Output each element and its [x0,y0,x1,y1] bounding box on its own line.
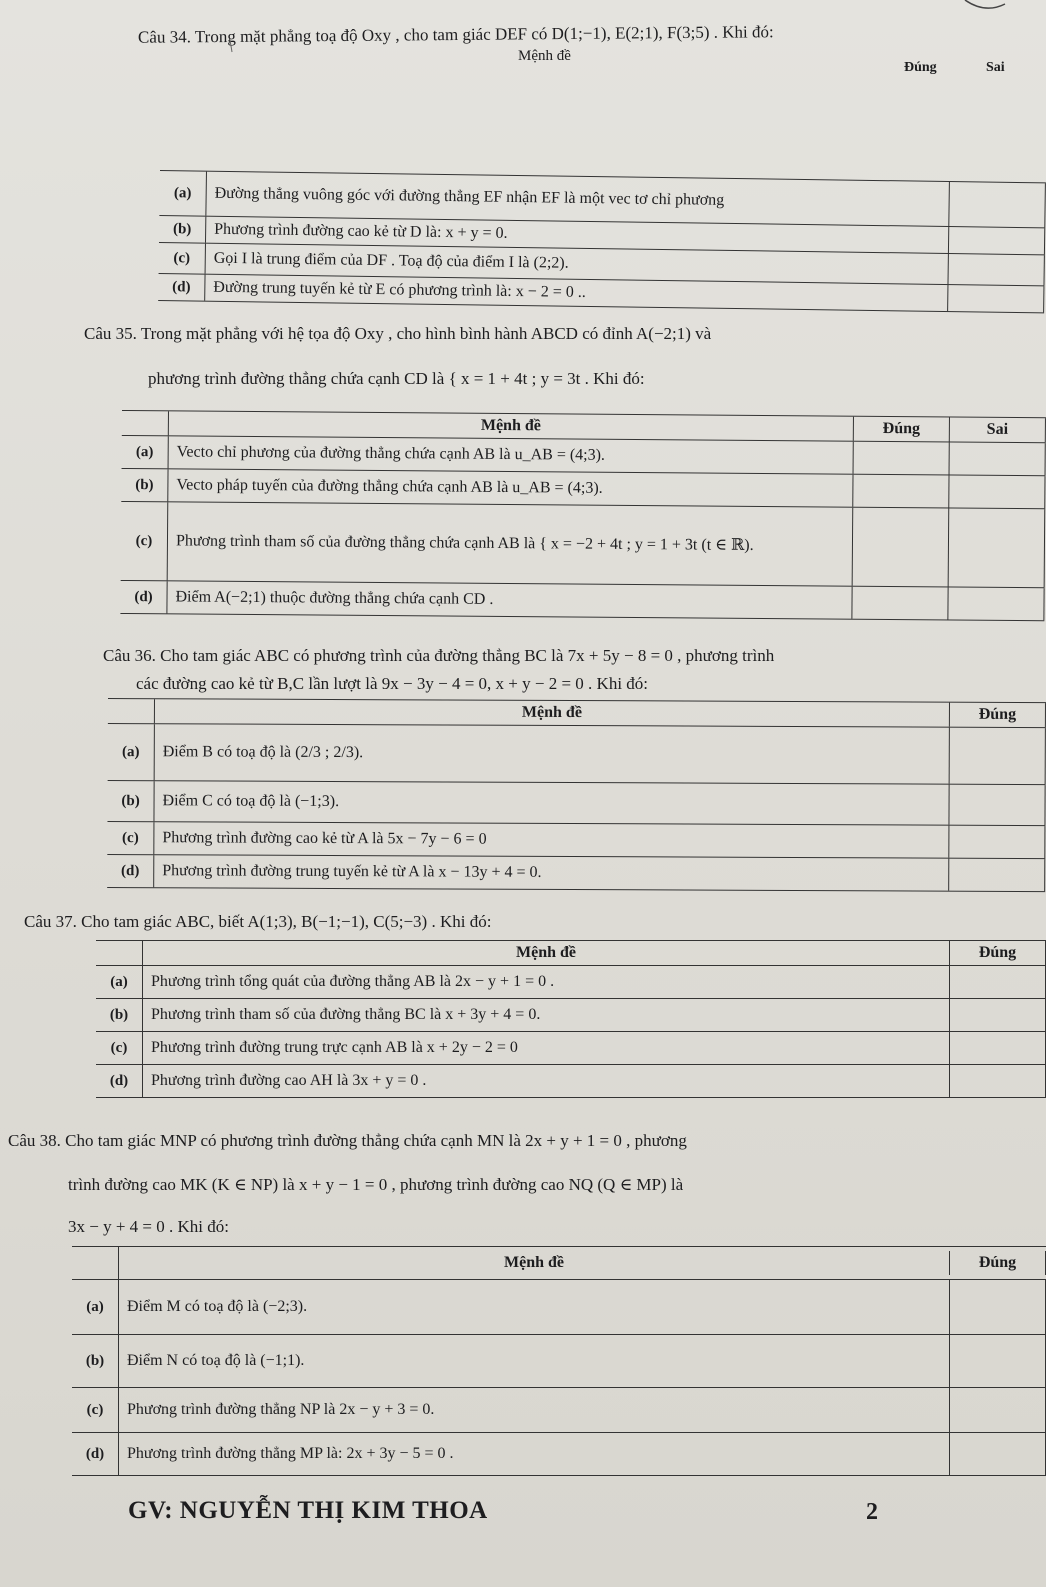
q34-row-c-label: (c) [159,243,206,274]
q36-row-c-text: Phương trình đường cao kẻ từ A là 5x − 7y − 6 = 0 [154,822,949,857]
q35-row-b-false-cell[interactable] [949,476,1045,509]
q35-row-c-false-cell[interactable] [949,509,1046,588]
q35-row-b-text: Vecto pháp tuyến của đường thẳng chứa cạnh AB là u_AB = (4;3). [168,469,853,506]
q34-col-statement: Mệnh đề [518,48,571,64]
q34-table [158,170,1046,313]
q37-header-row [96,941,1046,966]
q34-row-c-text: Gọi I là trung điểm của DF . Toạ độ của điểm I là (2;2). [206,244,949,284]
q36-row-b [107,781,1045,826]
q38-row-a [72,1280,1046,1335]
q37-row-d-label: (d) [96,1065,143,1097]
q35-row-d-false-cell[interactable] [948,587,1044,620]
q35-row-a-true-cell[interactable] [854,442,950,475]
q34-col-true: Đúng [904,60,937,75]
q37-row-c-text: Phương trình đường trung trực cạnh AB là x + 2y − 2 = 0 [143,1032,950,1064]
q38-row-c-text: Phương trình đường thẳng NP là 2x − y + 3 = 0. [119,1388,950,1432]
q36-row-d-true-cell[interactable] [949,859,1045,891]
q38-row-a-true-cell[interactable] [950,1280,1046,1334]
q36-heading: Câu 36. Cho tam giác ABC có phương trình của đường thẳng BC là 7x + 5y − 8 = 0 , phương trình [103,646,775,665]
q35-row-d-true-cell[interactable] [852,587,948,620]
q34-row-a-true-cell[interactable] [949,182,1046,227]
q37-row-c-label: (c) [96,1032,143,1064]
q36-col-true: Đúng [950,703,1046,727]
q38-header-row [72,1247,1046,1280]
q38-row-d-text: Phương trình đường thẳng MP là: 2x + 3y − 5 = 0 . [119,1433,950,1475]
q36-row-c [107,822,1045,859]
q36-row-d [107,855,1045,892]
q37-row-a-true-cell[interactable] [950,966,1046,998]
q38-subline-1: trình đường cao MK (K ∈ NP) là x + y − 1 = 0 , phương trình đường cao NQ (Q ∈ MP) là [68,1175,684,1194]
q37-row-d-true-cell[interactable] [950,1065,1046,1097]
q35-row-c-true-cell[interactable] [853,508,950,587]
q34-row-d-text: Đường trung tuyến kẻ từ E có phương trình là: x − 2 = 0 .. [205,275,948,311]
q35-row-a-false-cell[interactable] [950,443,1046,476]
q38-row-b-true-cell[interactable] [950,1335,1046,1387]
q35-row-a-label: (a) [122,436,169,468]
q38-row-a-text: Điểm M có toạ độ là (−2;3). [119,1280,950,1334]
q38-row-b [72,1335,1046,1388]
q35-row-b-true-cell[interactable] [853,475,949,508]
q34-row-b-true-cell[interactable] [949,227,1045,254]
q34-heading: Câu 34. Trong mặt phẳng toạ độ Oxy , cho tam giác DEF có D(1;−1), E(2;1), F(3;5) . Khi đó: [137,22,774,47]
q35-table [120,410,1046,621]
q38-row-c-label: (c) [72,1388,119,1432]
q38-col-statement: Mệnh đề [119,1251,950,1275]
q34-row-a-label: (a) [159,171,207,216]
q38-row-c [72,1388,1046,1433]
q37-row-a-text: Phương trình tổng quát của đường thẳng AB là 2x − y + 1 = 0 . [143,966,950,998]
q34-row-b-text: Phương trình đường cao kẻ từ D là: x + y = 0. [206,217,949,253]
teacher-name: GV: NGUYỄN THỊ KIM THOA [128,1497,488,1524]
q38-subline-2: 3x − y + 4 = 0 . Khi đó: [68,1217,229,1236]
q37-row-d-text: Phương trình đường cao AH là 3x + y = 0 . [143,1065,950,1097]
q35-row-d-text: Điểm A(−2;1) thuộc đường thẳng chứa cạnh CD . [167,581,852,618]
q37-row-c-true-cell[interactable] [950,1032,1046,1064]
q38-heading: Câu 38. Cho tam giác MNP có phương trình đường thẳng chứa cạnh MN là 2x + y + 1 = 0 , phương [8,1131,687,1150]
q35-row-b-label: (b) [121,469,168,501]
q36-row-c-label: (c) [107,822,154,854]
q34-row-b-label: (b) [159,216,206,243]
q37-row-a-label: (a) [96,966,143,998]
q37-row-c [96,1032,1046,1065]
q38-table [72,1246,1046,1476]
q35-row-d [120,581,1044,621]
q35-row-c-label: (c) [121,502,169,580]
q35-row-c [121,502,1046,588]
page-number: 2 [866,1499,878,1525]
pen-mark-top [965,0,1005,8]
q38-row-b-text: Điểm N có toạ độ là (−1;1). [119,1335,950,1387]
q36-row-b-text: Điểm C có toạ độ là (−1;3). [154,781,949,824]
q35-subline: phương trình đường thẳng chứa cạnh CD là { x = 1 + 4t ; y = 3t . Khi đó: [148,369,645,388]
q35-heading: Câu 35. Trong mặt phẳng với hệ tọa độ Oxy , cho hình bình hành ABCD có đỉnh A(−2;1) và [84,324,712,343]
q35-col-statement: Mệnh đề [169,411,854,440]
q37-row-b-label: (b) [96,999,143,1031]
q34-col-false: Sai [986,60,1005,75]
q35-col-false: Sai [950,418,1046,443]
q38-col-true: Đúng [950,1251,1046,1275]
q34-row-d-true-cell[interactable] [948,285,1044,312]
q36-subline: các đường cao kẻ từ B,C lần lượt là 9x − 3y − 4 = 0, x + y − 2 = 0 . Khi đó: [136,674,649,693]
q38-row-d-label: (d) [72,1433,119,1475]
q36-table [107,698,1046,892]
q34-row-c-true-cell[interactable] [948,254,1044,285]
q37-row-d [96,1065,1046,1098]
q38-row-c-true-cell[interactable] [950,1388,1046,1432]
q37-row-b-text: Phương trình tham số của đường thẳng BC là x + 3y + 4 = 0. [143,999,950,1031]
q37-heading: Câu 37. Cho tam giác ABC, biết A(1;3), B(−1;−1), C(5;−3) . Khi đó: [24,912,492,931]
q38-row-d [72,1433,1046,1476]
q36-row-b-true-cell[interactable] [949,785,1045,825]
q37-col-statement: Mệnh đề [143,941,950,965]
q37-col-true: Đúng [950,941,1046,965]
q38-row-d-true-cell[interactable] [950,1433,1046,1475]
q36-row-d-label: (d) [107,855,154,887]
q37-row-a [96,966,1046,999]
q36-row-a-label: (a) [108,724,155,780]
q35-row-d-label: (d) [120,581,167,613]
q36-row-a-text: Điểm B có toạ độ là (2/3 ; 2/3). [155,724,950,783]
q36-row-d-text: Phương trình đường trung tuyến kẻ từ A là x − 13y + 4 = 0. [154,855,949,890]
q35-row-c-text: Phương trình tham số của đường thẳng chứa cạnh AB là { x = −2 + 4t ; y = 1 + 3t (t ∈ ℝ). [168,502,854,585]
q38-row-b-label: (b) [72,1335,119,1387]
q37-row-b [96,999,1046,1032]
q35-col-true: Đúng [854,417,950,442]
q37-row-b-true-cell[interactable] [950,999,1046,1031]
q36-col-statement: Mệnh đề [155,699,950,726]
q34-row-a-text: Đường thẳng vuông góc với đường thẳng EF nhận EF là một vec tơ chỉ phương [206,172,950,226]
q34-row-d-label: (d) [158,274,205,301]
q35-row-a-text: Vecto chỉ phương của đường thẳng chứa cạnh AB là u_AB = (4;3). [169,436,854,473]
q36-row-a [108,724,1046,785]
q38-row-a-label: (a) [72,1280,119,1334]
q37-table [96,940,1046,1098]
q36-row-c-true-cell[interactable] [949,826,1045,858]
q36-row-b-label: (b) [107,781,154,821]
q36-row-a-true-cell[interactable] [950,728,1046,784]
